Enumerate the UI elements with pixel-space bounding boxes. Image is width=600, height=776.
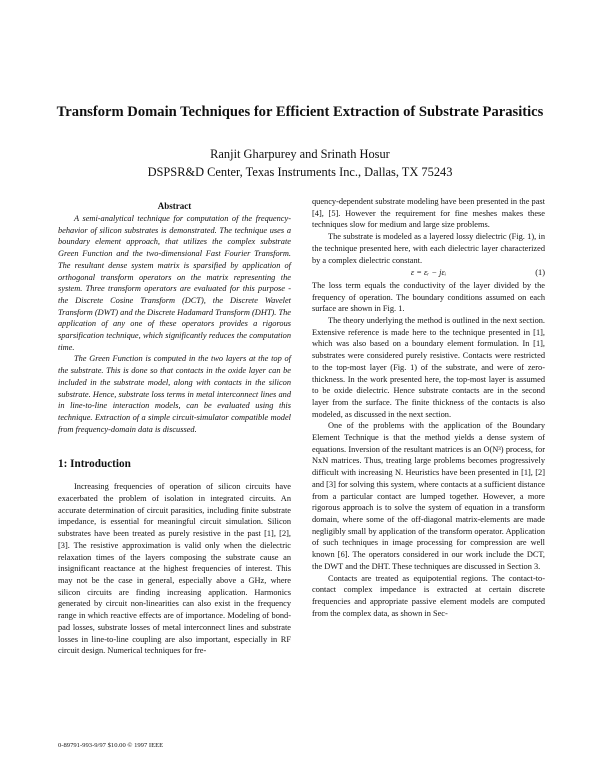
section-heading-introduction: 1: Introduction xyxy=(58,458,131,471)
right-column xyxy=(312,196,545,619)
author-block xyxy=(0,145,600,181)
equation-text: ε = εᵣ − jεᵢ xyxy=(410,268,447,278)
equation-number: (1) xyxy=(535,268,545,278)
abstract-paragraph: A semi-analytical technique for computation of the frequency-behavior of silicon substrates is demonstrated. The technique uses a boundary element approach, that utilizes the complex substrate Green Function and the two-dimensional Fast Fourier Transform. The resultant dense system matrix is sparsified by application of orthogonal transform operators on the matrix representing the system. Three transform operators are evaluated for this purpose - the Discrete Cosine Transform (DCT), the Discrete Wavelet Transform (DWT) and the Discrete Hadamard Transform (DHT). The application of any one of these operators provides a rigorous sparsification technique, which significantly reduces the computation time. xyxy=(58,214,291,352)
body-paragraph: The loss term equals the conductivity of the layer divided by the frequency of operation. The boundary conditions assumed on each surface are shown in Fig. 1. xyxy=(312,280,545,314)
copyright-footer: 0-89791-993-9/97 $10.00 © 1997 IEEE xyxy=(58,742,164,749)
body-paragraph: One of the problems with the application of the Boundary Element Technique is that the method yields a dense system of equations. Inversion of the resultant matrices is an O(N³) process, for NxN matrices. Thus, treating large problems becomes progressively difficult with increasing N. Heuristics have been presented in [1], [2] and [3] for solving this system, where contacts at a sufficient distance from a particular contact are lumped together. However, a more rigorous approach is to solve the system of equation in a transform domain, where some of the off-diagonal matrix-elements are made negligibly small by application of the transform operator. Application of such techniques in image processing for compression are well known [6]. The operators considered in our work include the DCT, the DWT and the DHT. These techniques are discussed in Section 3. xyxy=(312,421,545,571)
authors: Ranjit Gharpurey and Srinath Hosur xyxy=(210,147,390,161)
affiliation: DSPSR&D Center, Texas Instruments Inc., Dallas, TX 75243 xyxy=(147,165,453,179)
abstract xyxy=(58,200,291,435)
left-column xyxy=(58,200,291,657)
abstract-heading: Abstract xyxy=(157,201,192,211)
equation-1 xyxy=(312,267,545,279)
body-paragraph: The theory underlying the method is outlined in the next section. Extensive reference is made here to the technique presented in [1], which was also based on a boundary element formulation. In [1], substrates were considered purely resistive. Contacts were restricted to the top-most layer (Fig. 1) of the substrate, and were of zero-thickness. In the work presented here, the top-most layer is assumed to be oxide dielectric. Hence substrate contacts are in the second layer from the surface. The finite thickness of the contacts is also modeled, as discussed in the next section. xyxy=(312,316,545,419)
abstract-paragraph: The Green Function is computed in the two layers at the top of the substrate. This is done so that contacts in the oxide layer can be included in the substrate model, along with contacts in the silicon substrate. Hence, substrate loss terms in metal interconnect lines and in line-to-line interaction models, can be evaluated using this technique. Extraction of a simple circuit-simulator compatible model from frequency-domain data is discussed. xyxy=(58,354,291,434)
body-paragraph: quency-dependent substrate modeling have been presented in the past [4], [5]. However the requirement for fine meshes makes these techniques slow for medium and large size problems. xyxy=(312,197,545,230)
body-paragraph: Contacts are treated as equipotential regions. The contact-to-contact complex impedance is extracted at certain discrete frequencies and appropriate passive element models are computed from the complex data, as shown in Sec- xyxy=(312,573,545,618)
body-paragraph: The substrate is modeled as a layered lossy dielectric (Fig. 1), in the technique presented here, with each dielectric layer characterized by a complex dielectric constant. xyxy=(312,232,545,265)
body-paragraph: Increasing frequencies of operation of silicon circuits have exacerbated the problem of isolation in integrated circuits. An accurate determination of circuit parasitics, including finite substrate impedance, is essential for meaningful circuit simulation. Silicon substrates have been treated as purely resistive in the past [1], [2], [3]. The resistive approximation is valid only when the dielectric relaxation times of the layers composing the substrate cause an insignificant reactance at the highest frequencies of interest. This may not be the case in general, especially above a GHz, where silicon circuits are finding increasing application. Harmonics generated by circuit non-linearities can also exist in the frequency range in which reactive effects are of importance. Modeling of bond-pad losses, substrate losses of metal interconnect lines and substrate losses in line-to-line coupling are also important, especially in RF circuit design. Numerical techniques for fre- xyxy=(58,482,291,656)
paper-title: Transform Domain Techniques for Efficient Extraction of Substrate Parasitics xyxy=(56,104,544,120)
